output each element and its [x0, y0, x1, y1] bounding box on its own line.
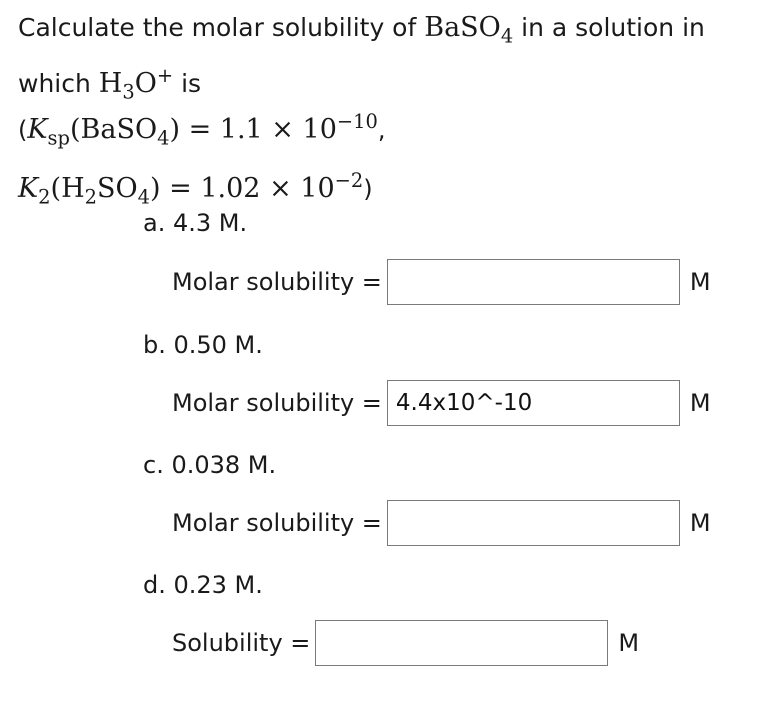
part-d-label: d. 0.23 M. [143, 571, 263, 599]
part-b-answer-input[interactable] [387, 380, 680, 426]
part-b-unit: M [689, 389, 711, 417]
part-a-label: a. 4.3 M. [143, 209, 248, 237]
part-a-field-label: Molar solubility = [172, 268, 382, 296]
hydronium-formula: $H_3O^+$ [98, 64, 174, 104]
k2-line: $K_2(H_2SO_4) = 1.02 \times 10^{-2}$) [18, 169, 373, 209]
part-b-field-label: Molar solubility = [172, 389, 382, 417]
part-b-row [172, 380, 711, 426]
compound-formula: BaSO$_4$ [424, 12, 514, 48]
part-d-row [172, 620, 639, 666]
question-text [18, 8, 758, 113]
part-a-unit: M [689, 268, 711, 296]
part-d-field-label: Solubility = [172, 629, 311, 657]
part-b-label: b. 0.50 M. [143, 331, 263, 359]
part-a-answer-input[interactable] [387, 259, 680, 305]
given-constants [18, 100, 758, 219]
part-c-unit: M [689, 509, 711, 537]
question-end: is [181, 69, 202, 99]
part-a-row [172, 259, 711, 305]
part-c-row [172, 500, 711, 546]
part-d-unit: M [618, 629, 640, 657]
part-c-field-label: Molar solubility = [172, 509, 382, 537]
part-d-answer-input[interactable] [315, 620, 608, 666]
question-intro: Calculate the molar solubility of [18, 13, 417, 42]
question-mid: in a solution in which [18, 13, 705, 99]
part-c-label: c. 0.038 M. [143, 451, 277, 479]
ksp-line: ($K_{sp}(BaSO_4) = 1.1 \times 10^{-10}$, [18, 110, 386, 150]
part-c-answer-input[interactable] [387, 500, 680, 546]
